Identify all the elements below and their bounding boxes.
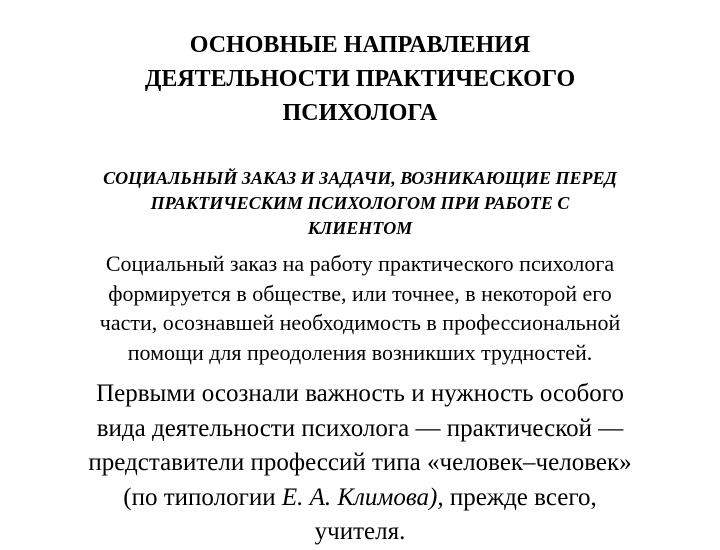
paragraph1-line-2: формируется в обществе, или точнее, в некоторой его [108, 280, 612, 306]
paragraph1-line-4: помощи для преодоления возникших трудностей. [127, 339, 593, 365]
title-line-1: ОСНОВНЫЕ НАПРАВЛЕНИЯ [189, 32, 531, 58]
section-heading [20, 166, 700, 241]
paragraph2-line-2: вида деятельности психолога — практической — [96, 414, 624, 442]
title-line-2: ДЕЯТЕЛЬНОСТИ ПРАКТИЧЕСКОГО [144, 66, 576, 92]
paragraph2-line-4-end: прежде всего, [443, 483, 597, 511]
slide-title [60, 28, 660, 130]
paragraph2-line-4 [20, 481, 700, 516]
paragraph2-line-1: Первыми осознали важность и нужность особого [96, 380, 624, 407]
paragraph2-line-4-start: (по типологии [123, 483, 282, 511]
klimov-reference: Е. А. Климова), [281, 483, 444, 511]
paragraph1-line-1: Социальный заказ на работу практического психолога [105, 251, 615, 276]
paragraph-first-realized [20, 377, 700, 550]
paragraph1-line-3: части, осознавшей необходимость в профессиональной [99, 310, 621, 335]
title-line-3: ПСИХОЛОГА [282, 100, 438, 126]
section-heading-line-2: ПРАКТИЧЕСКИМ ПСИХОЛОГОМ ПРИ РАБОТЕ С [150, 193, 570, 213]
paragraph-social-order [20, 249, 700, 367]
paragraph2-line-5: учителя. [314, 518, 406, 545]
paragraph2-line-3: представители профессий типа «человек–человек» [88, 449, 632, 476]
section-heading-line-1: СОЦИАЛЬНЫЙ ЗАКАЗ И ЗАДАЧИ, ВОЗНИКАЮЩИЕ ПЕРЕД [103, 168, 617, 188]
section-heading-line-3: КЛИЕНТОМ [307, 218, 413, 238]
